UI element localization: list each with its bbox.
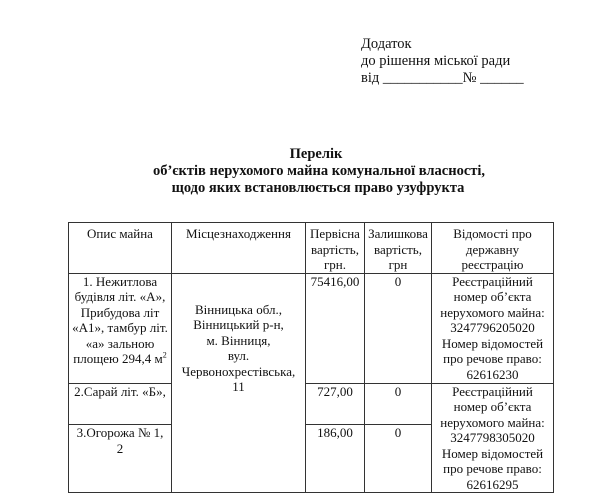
row-initial-value: 727,00 bbox=[306, 383, 365, 425]
header-residual-value: Залишкова вартість, грн bbox=[365, 223, 432, 274]
row-description: 2.Сарай літ. «Б», bbox=[69, 383, 172, 425]
row-initial-value: 75416,00 bbox=[306, 273, 365, 383]
object-registration-number: 3247798305020 bbox=[450, 430, 535, 445]
location-cell: Вінницька обл., Вінницький р-н, м. Вінниця, вул. Червонохрестівська, 11 bbox=[172, 273, 306, 493]
header-location: Місцезнаходження bbox=[172, 223, 306, 274]
row-residual-value: 0 bbox=[365, 273, 432, 383]
object-registration-number: 3247796205020 bbox=[450, 320, 535, 335]
table-row bbox=[69, 273, 554, 383]
row-description: 3.Огорожа № 1, 2 bbox=[69, 425, 172, 493]
title-line-3: щодо яких встановлюється право узуфрукта bbox=[171, 180, 465, 196]
annex-line-3: від ___________№ ______ bbox=[361, 70, 524, 86]
row-description: 1. Нежитлова будівля літ. «А», Прибудова літ «А1», тамбур літ. «а» зальною площею 294,4 $м^2$ bbox=[69, 273, 172, 383]
annex-line-1: Додаток bbox=[361, 36, 412, 52]
header-registration: Відомості про державну реєстрацію bbox=[432, 223, 554, 274]
table-row bbox=[69, 383, 554, 425]
row-residual-value: 0 bbox=[365, 425, 432, 493]
header-description: Опис майна bbox=[69, 223, 172, 274]
annex-header bbox=[361, 36, 524, 87]
property-right-number: 62616295 bbox=[466, 476, 519, 492]
property-right-number: 62616230 bbox=[466, 366, 519, 382]
row-initial-value: 186,00 bbox=[306, 425, 365, 493]
registration-info: Реєстраційний номер об’єкта нерухомого майна: 3247798305020 Номер відомостей про речове право: 62616295 bbox=[432, 383, 554, 493]
title-line-1: Перелік bbox=[289, 146, 343, 162]
table-header-row bbox=[69, 223, 554, 274]
superscript: 2 bbox=[162, 350, 167, 360]
annex-line-2: до рішення міської ради bbox=[361, 53, 511, 69]
row-residual-value: 0 bbox=[365, 383, 432, 425]
header-initial-value: Первісна вартість, грн. bbox=[306, 223, 365, 274]
document-title bbox=[0, 146, 600, 197]
assets-table bbox=[68, 222, 554, 493]
registration-info: Реєстраційний номер об’єкта нерухомого майна: 3247796205020 Номер відомостей про речове право: 62616230 bbox=[432, 273, 554, 383]
title-line-2: об’єктів нерухомого майна комунальної власності, bbox=[152, 163, 486, 179]
